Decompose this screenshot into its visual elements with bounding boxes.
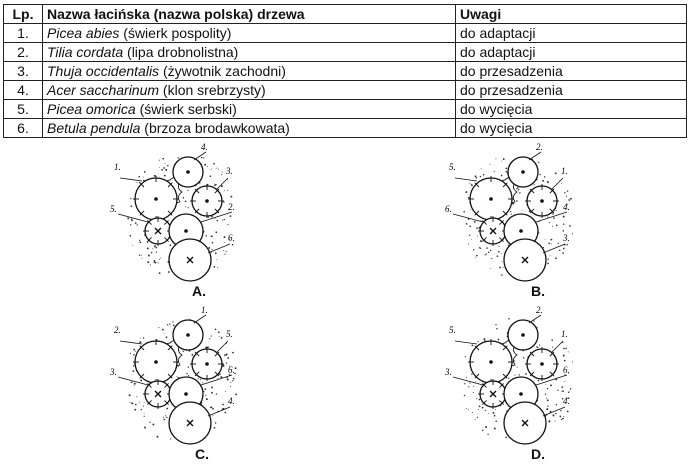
row-number: 2. xyxy=(4,43,43,62)
latin-name: Betula pendula xyxy=(47,120,141,136)
tree-number-label: 4. xyxy=(563,396,570,406)
latin-name: Acer saccharinum xyxy=(47,82,160,98)
tree-crown xyxy=(190,184,224,218)
table-row xyxy=(4,81,687,100)
diagram-label-a: A. xyxy=(192,283,206,299)
tree-number-label: 6. xyxy=(228,365,235,375)
tree-crown xyxy=(508,320,538,350)
diagram-label-c: C. xyxy=(195,446,209,462)
latin-name: Thuja occidentalis xyxy=(47,63,160,79)
tree-crown xyxy=(504,402,546,444)
tree-number-label: 5. xyxy=(449,162,456,172)
latin-name: Picea omorica xyxy=(47,101,136,117)
tree-number-label: 6. xyxy=(228,233,235,243)
diagram-a xyxy=(108,142,258,282)
tree-number-label: 5. xyxy=(449,325,456,335)
row-tree-name xyxy=(43,119,456,138)
diagram-c xyxy=(108,305,258,445)
tree-crown xyxy=(525,184,559,218)
header-name: Nazwa łacińska (nazwa polska) drzewa xyxy=(43,5,456,24)
row-number: 4. xyxy=(4,81,43,100)
table-header-row xyxy=(4,5,687,24)
tree-crown xyxy=(508,157,538,187)
row-tree-name xyxy=(43,100,456,119)
tree-number-label: 3. xyxy=(445,367,452,377)
tree-number-label: 1. xyxy=(114,162,121,172)
row-number: 5. xyxy=(4,100,43,119)
row-number: 1. xyxy=(4,24,43,43)
row-note: do przesadzenia xyxy=(456,81,687,100)
polish-name: (świerk serbski) xyxy=(135,101,237,117)
polish-name: (klon srebrzysty) xyxy=(159,82,266,98)
tree-layout-diagram-b xyxy=(443,142,593,282)
row-tree-name xyxy=(43,81,456,100)
tree-number-label: 1. xyxy=(561,166,568,176)
row-number: 3. xyxy=(4,62,43,81)
table-row xyxy=(4,24,687,43)
tree-number-label: 3. xyxy=(110,367,117,377)
row-tree-name xyxy=(43,62,456,81)
tree-crown xyxy=(173,157,203,187)
tree-layout-diagram-a xyxy=(108,142,258,282)
tree-number-label: 2. xyxy=(536,305,543,315)
tree-layout-diagram-c xyxy=(108,305,258,445)
polish-name: (brzoza brodawkowata) xyxy=(140,120,290,136)
tree-crown xyxy=(504,239,546,281)
tree-crown xyxy=(468,176,514,222)
polish-name: (lipa drobnolistna) xyxy=(123,44,239,60)
latin-name: Picea abies xyxy=(47,25,120,41)
row-tree-name xyxy=(43,24,456,43)
tree-number-label: 1. xyxy=(201,305,208,315)
tree-crown xyxy=(169,402,211,444)
tree-crown xyxy=(468,339,514,385)
table-row xyxy=(4,62,687,81)
latin-name: Tilia cordata xyxy=(47,44,124,60)
tree-crown xyxy=(173,320,203,350)
tree-number-label: 6. xyxy=(445,204,452,214)
polish-name: (żywotnik zachodni) xyxy=(159,63,286,79)
row-note: do przesadzenia xyxy=(456,62,687,81)
diagram-d xyxy=(443,305,593,445)
diagram-label-d: D. xyxy=(531,446,545,462)
tree-crown xyxy=(133,176,179,222)
row-tree-name xyxy=(43,43,456,62)
tree-number-label: 2. xyxy=(536,142,543,152)
tree-crown xyxy=(525,347,559,381)
diagram-label-b: B. xyxy=(531,283,545,299)
header-notes: Uwagi xyxy=(456,5,687,24)
tree-number-label: 2. xyxy=(228,202,235,212)
row-note: do adaptacji xyxy=(456,43,687,62)
row-note: do wycięcia xyxy=(456,119,687,138)
row-number: 6. xyxy=(4,119,43,138)
tree-number-label: 5. xyxy=(226,329,233,339)
tree-crown xyxy=(190,347,224,381)
tree-number-label: 4. xyxy=(228,396,235,406)
diagram-b xyxy=(443,142,593,282)
polish-name: (świerk pospolity) xyxy=(119,25,232,41)
table-row xyxy=(4,43,687,62)
tree-number-label: 4. xyxy=(201,142,208,152)
tree-number-label: 2. xyxy=(114,325,121,335)
row-note: do wycięcia xyxy=(456,100,687,119)
tree-number-label: 3. xyxy=(563,233,570,243)
tree-number-label: 4. xyxy=(563,202,570,212)
tree-crown xyxy=(169,239,211,281)
tree-number-label: 5. xyxy=(110,204,117,214)
tree-crown xyxy=(133,339,179,385)
header-lp: Lp. xyxy=(4,5,43,24)
tree-number-label: 1. xyxy=(561,329,568,339)
table-row xyxy=(4,100,687,119)
tree-table xyxy=(3,4,687,138)
tree-number-label: 3. xyxy=(226,166,233,176)
tree-number-label: 6. xyxy=(563,365,570,375)
row-note: do adaptacji xyxy=(456,24,687,43)
tree-layout-diagram-d xyxy=(443,305,593,445)
table-row xyxy=(4,119,687,138)
